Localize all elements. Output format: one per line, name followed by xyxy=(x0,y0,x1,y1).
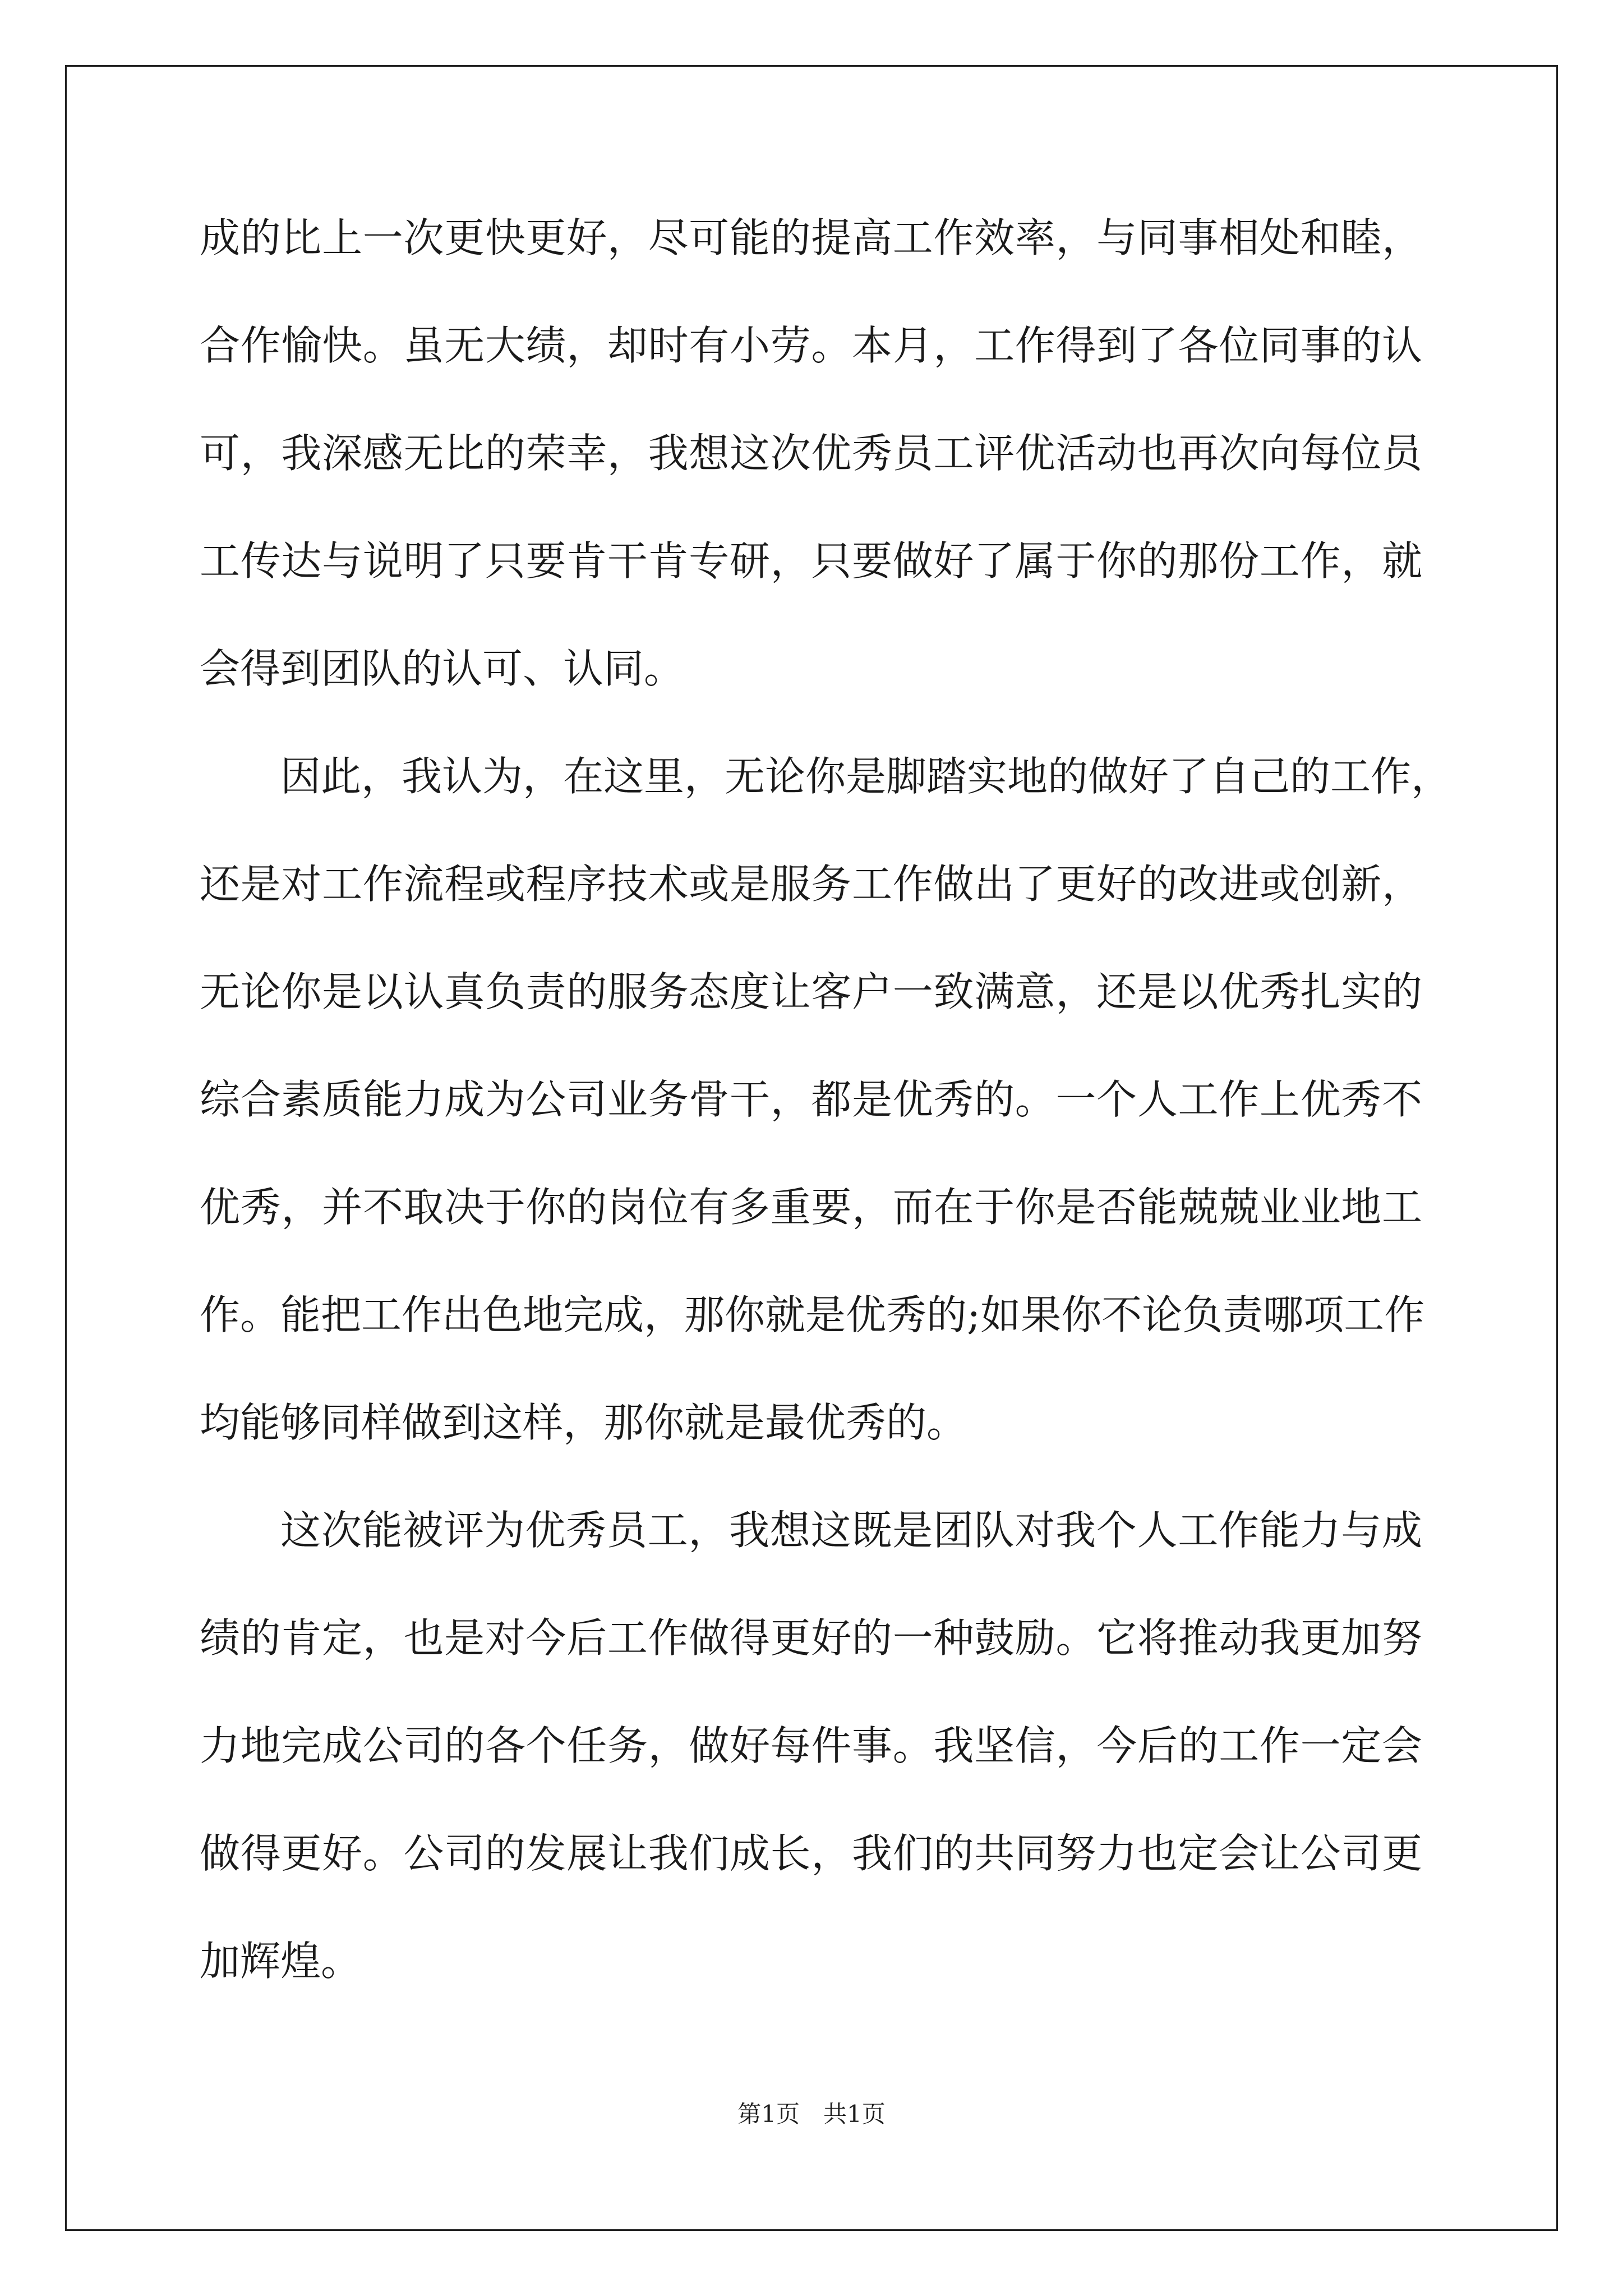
text-line: 工传达与说明了只要肯干肯专研，只要做好了属于你的那份工作，就 xyxy=(200,537,1422,585)
text-line: 成的比上一次更快更好，尽可能的提高工作效率，与同事相处和睦， xyxy=(200,214,1422,261)
text-line: 会得到团队的认可、认同。 xyxy=(200,645,685,692)
document-body xyxy=(200,203,1452,2034)
text-line: 因此，我认为，在这里，无论你是脚踏实地的做好了自己的工作， xyxy=(280,753,1452,800)
text-line: 力地完成公司的各个任务，做好每件事。我坚信，今后的工作一定会 xyxy=(200,1722,1422,1769)
text-line: 综合素质能力成为公司业务骨干，都是优秀的。一个人工作上优秀不 xyxy=(200,1076,1422,1123)
text-line: 绩的肯定，也是对今后工作做得更好的一种鼓励。它将推动我更加努 xyxy=(200,1614,1422,1662)
text-line: 作。能把工作出色地完成，那你就是优秀的;如果你不论负责哪项工作 xyxy=(200,1291,1425,1338)
text-line: 这次能被评为优秀员工，我想这既是团队对我个人工作能力与成 xyxy=(280,1507,1422,1554)
page-footer xyxy=(0,2097,1623,2131)
page-total: 共1页 xyxy=(823,2100,886,2128)
text-line: 合作愉快。虽无大绩，却时有小劳。本月，工作得到了各位同事的认 xyxy=(200,322,1422,369)
text-line: 加辉煌。 xyxy=(200,1938,362,1985)
text-line: 均能够同样做到这样，那你就是最优秀的。 xyxy=(200,1399,967,1446)
page-number: 第1页 xyxy=(737,2100,800,2128)
text-line: 优秀，并不取决于你的岗位有多重要，而在于你是否能兢兢业业地工 xyxy=(200,1184,1422,1231)
text-line: 无论你是以认真负责的服务态度让客户一致满意，还是以优秀扎实的 xyxy=(200,968,1422,1015)
text-line: 做得更好。公司的发展让我们成长，我们的共同努力也定会让公司更 xyxy=(200,1830,1422,1877)
text-line: 还是对工作流程或程序技术或是服务工作做出了更好的改进或创新， xyxy=(200,861,1422,908)
text-line: 可，我深感无比的荣幸，我想这次优秀员工评优活动也再次向每位员 xyxy=(200,430,1422,477)
